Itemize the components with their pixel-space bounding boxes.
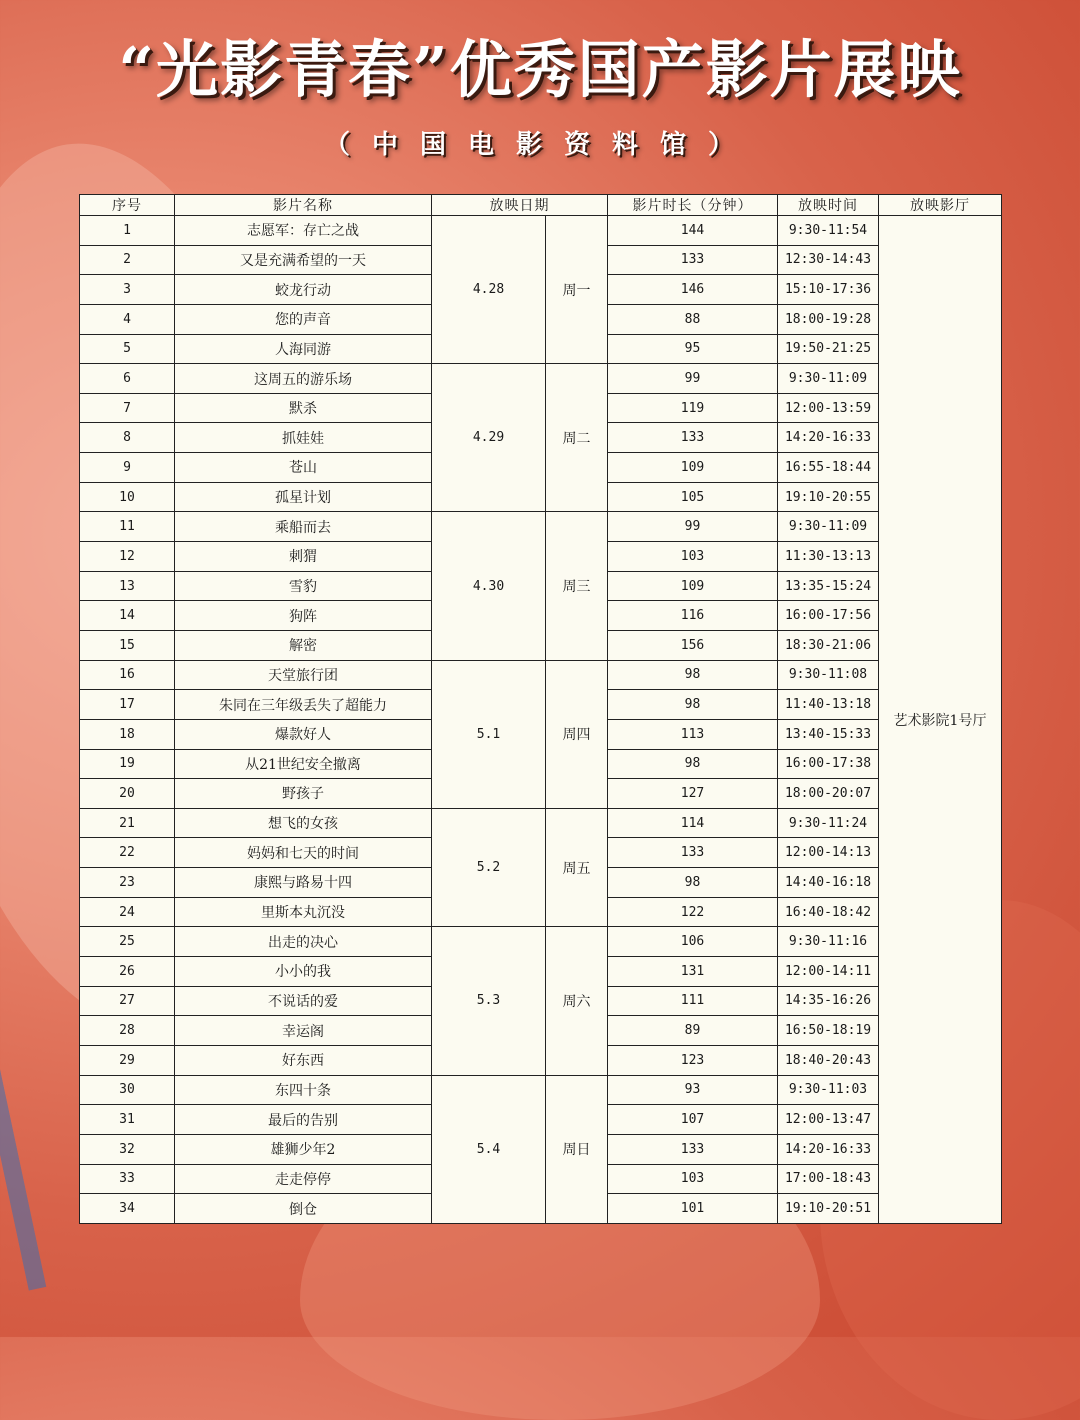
date-cell: 4.30 xyxy=(432,512,546,660)
showtime-cell: 9:30-11:08 xyxy=(778,660,879,690)
film-number-cell: 7 xyxy=(80,393,175,423)
film-number-cell: 2 xyxy=(80,245,175,275)
film-number-cell: 19 xyxy=(80,749,175,779)
showtime-cell: 9:30-11:09 xyxy=(778,512,879,542)
schedule-table xyxy=(79,194,1002,1224)
film-number-cell: 1 xyxy=(80,216,175,246)
film-number-cell: 25 xyxy=(80,927,175,957)
film-name-cell: 这周五的游乐场 xyxy=(175,364,432,394)
film-name-cell: 妈妈和七天的时间 xyxy=(175,838,432,868)
film-number-cell: 22 xyxy=(80,838,175,868)
duration-cell: 116 xyxy=(608,601,778,631)
duration-cell: 103 xyxy=(608,1164,778,1194)
schedule-table-container xyxy=(79,194,1001,1224)
film-number-cell: 17 xyxy=(80,690,175,720)
duration-cell: 101 xyxy=(608,1194,778,1224)
duration-cell: 123 xyxy=(608,1045,778,1075)
date-cell: 5.3 xyxy=(432,927,546,1075)
date-cell: 5.2 xyxy=(432,808,546,927)
duration-cell: 122 xyxy=(608,897,778,927)
film-name-cell: 孤星计划 xyxy=(175,482,432,512)
showtime-cell: 14:20-16:33 xyxy=(778,423,879,453)
showtime-cell: 9:30-11:54 xyxy=(778,216,879,246)
film-number-cell: 14 xyxy=(80,601,175,631)
duration-cell: 119 xyxy=(608,393,778,423)
film-name-cell: 天堂旅行团 xyxy=(175,660,432,690)
duration-cell: 131 xyxy=(608,957,778,987)
duration-cell: 113 xyxy=(608,719,778,749)
hall-cell: 艺术影院1号厅 xyxy=(879,216,1002,1224)
film-name-cell: 又是充满希望的一天 xyxy=(175,245,432,275)
film-name-cell: 里斯本丸沉没 xyxy=(175,897,432,927)
film-number-cell: 30 xyxy=(80,1075,175,1105)
film-name-cell: 野孩子 xyxy=(175,779,432,809)
duration-cell: 111 xyxy=(608,986,778,1016)
weekday-cell: 周日 xyxy=(546,1075,608,1223)
duration-cell: 93 xyxy=(608,1075,778,1105)
film-number-cell: 28 xyxy=(80,1016,175,1046)
showtime-cell: 9:30-11:16 xyxy=(778,927,879,957)
film-number-cell: 16 xyxy=(80,660,175,690)
duration-cell: 133 xyxy=(608,423,778,453)
column-header-time: 放映时间 xyxy=(778,195,879,216)
weekday-cell: 周五 xyxy=(546,808,608,927)
film-number-cell: 13 xyxy=(80,571,175,601)
table-row xyxy=(80,216,1002,246)
showtime-cell: 18:00-20:07 xyxy=(778,779,879,809)
duration-cell: 127 xyxy=(608,779,778,809)
showtime-cell: 14:20-16:33 xyxy=(778,1134,879,1164)
date-cell: 5.1 xyxy=(432,660,546,808)
film-name-cell: 蛟龙行动 xyxy=(175,275,432,305)
film-name-cell: 不说话的爱 xyxy=(175,986,432,1016)
column-header-hall: 放映影厅 xyxy=(879,195,1002,216)
duration-cell: 109 xyxy=(608,571,778,601)
film-number-cell: 10 xyxy=(80,482,175,512)
date-cell: 5.4 xyxy=(432,1075,546,1223)
film-name-cell: 好东西 xyxy=(175,1045,432,1075)
showtime-cell: 9:30-11:24 xyxy=(778,808,879,838)
film-number-cell: 29 xyxy=(80,1045,175,1075)
header xyxy=(0,22,1080,161)
film-name-cell: 雪豹 xyxy=(175,571,432,601)
film-number-cell: 23 xyxy=(80,868,175,898)
showtime-cell: 9:30-11:09 xyxy=(778,364,879,394)
film-number-cell: 24 xyxy=(80,897,175,927)
showtime-cell: 16:00-17:56 xyxy=(778,601,879,631)
table-row xyxy=(80,808,1002,838)
film-name-cell: 东四十条 xyxy=(175,1075,432,1105)
duration-cell: 146 xyxy=(608,275,778,305)
column-header-date: 放映日期 xyxy=(432,195,608,216)
film-number-cell: 27 xyxy=(80,986,175,1016)
showtime-cell: 19:10-20:55 xyxy=(778,482,879,512)
duration-cell: 98 xyxy=(608,690,778,720)
column-header-number: 序号 xyxy=(80,195,175,216)
table-row xyxy=(80,660,1002,690)
table-header-row xyxy=(80,195,1002,216)
duration-cell: 156 xyxy=(608,630,778,660)
showtime-cell: 16:00-17:38 xyxy=(778,749,879,779)
duration-cell: 133 xyxy=(608,1134,778,1164)
film-name-cell: 幸运阁 xyxy=(175,1016,432,1046)
duration-cell: 133 xyxy=(608,245,778,275)
film-name-cell: 小小的我 xyxy=(175,957,432,987)
film-number-cell: 18 xyxy=(80,719,175,749)
film-name-cell: 走走停停 xyxy=(175,1164,432,1194)
duration-cell: 99 xyxy=(608,364,778,394)
showtime-cell: 12:00-13:47 xyxy=(778,1105,879,1135)
duration-cell: 98 xyxy=(608,660,778,690)
film-number-cell: 3 xyxy=(80,275,175,305)
showtime-cell: 18:00-19:28 xyxy=(778,304,879,334)
film-number-cell: 4 xyxy=(80,304,175,334)
film-name-cell: 默杀 xyxy=(175,393,432,423)
film-name-cell: 您的声音 xyxy=(175,304,432,334)
weekday-cell: 周四 xyxy=(546,660,608,808)
film-name-cell: 解密 xyxy=(175,630,432,660)
film-number-cell: 26 xyxy=(80,957,175,987)
showtime-cell: 18:30-21:06 xyxy=(778,630,879,660)
date-cell: 4.29 xyxy=(432,364,546,512)
duration-cell: 144 xyxy=(608,216,778,246)
film-name-cell: 出走的决心 xyxy=(175,927,432,957)
film-number-cell: 32 xyxy=(80,1134,175,1164)
duration-cell: 105 xyxy=(608,482,778,512)
showtime-cell: 13:40-15:33 xyxy=(778,719,879,749)
showtime-cell: 19:50-21:25 xyxy=(778,334,879,364)
film-name-cell: 爆款好人 xyxy=(175,719,432,749)
table-row xyxy=(80,512,1002,542)
table-row xyxy=(80,927,1002,957)
duration-cell: 99 xyxy=(608,512,778,542)
showtime-cell: 12:00-13:59 xyxy=(778,393,879,423)
column-header-duration: 影片时长（分钟） xyxy=(608,195,778,216)
film-number-cell: 5 xyxy=(80,334,175,364)
film-name-cell: 抓娃娃 xyxy=(175,423,432,453)
showtime-cell: 12:30-14:43 xyxy=(778,245,879,275)
film-name-cell: 倒仓 xyxy=(175,1194,432,1224)
weekday-cell: 周六 xyxy=(546,927,608,1075)
showtime-cell: 11:40-13:18 xyxy=(778,690,879,720)
showtime-cell: 17:00-18:43 xyxy=(778,1164,879,1194)
film-number-cell: 15 xyxy=(80,630,175,660)
duration-cell: 95 xyxy=(608,334,778,364)
showtime-cell: 18:40-20:43 xyxy=(778,1045,879,1075)
film-number-cell: 33 xyxy=(80,1164,175,1194)
showtime-cell: 14:35-16:26 xyxy=(778,986,879,1016)
weekday-cell: 周三 xyxy=(546,512,608,660)
film-number-cell: 8 xyxy=(80,423,175,453)
duration-cell: 114 xyxy=(608,808,778,838)
film-number-cell: 12 xyxy=(80,542,175,572)
film-name-cell: 人海同游 xyxy=(175,334,432,364)
duration-cell: 98 xyxy=(608,868,778,898)
film-name-cell: 志愿军：存亡之战 xyxy=(175,216,432,246)
film-name-cell: 从21世纪安全撤离 xyxy=(175,749,432,779)
showtime-cell: 12:00-14:11 xyxy=(778,957,879,987)
film-number-cell: 9 xyxy=(80,453,175,483)
film-number-cell: 34 xyxy=(80,1194,175,1224)
film-number-cell: 11 xyxy=(80,512,175,542)
film-name-cell: 乘船而去 xyxy=(175,512,432,542)
film-name-cell: 狗阵 xyxy=(175,601,432,631)
page-title: “光影青春”优秀国产影片展映 xyxy=(118,33,962,106)
table-row xyxy=(80,364,1002,394)
duration-cell: 98 xyxy=(608,749,778,779)
duration-cell: 109 xyxy=(608,453,778,483)
showtime-cell: 13:35-15:24 xyxy=(778,571,879,601)
film-name-cell: 雄狮少年2 xyxy=(175,1134,432,1164)
film-name-cell: 苍山 xyxy=(175,453,432,483)
film-number-cell: 21 xyxy=(80,808,175,838)
duration-cell: 106 xyxy=(608,927,778,957)
showtime-cell: 11:30-13:13 xyxy=(778,542,879,572)
showtime-cell: 16:55-18:44 xyxy=(778,453,879,483)
page-subtitle: （中国电影资料馆） xyxy=(323,130,756,160)
date-cell: 4.28 xyxy=(432,216,546,364)
column-header-film-name: 影片名称 xyxy=(175,195,432,216)
table-row xyxy=(80,1075,1002,1105)
film-number-cell: 31 xyxy=(80,1105,175,1135)
showtime-cell: 16:40-18:42 xyxy=(778,897,879,927)
film-name-cell: 康熙与路易十四 xyxy=(175,868,432,898)
film-number-cell: 6 xyxy=(80,364,175,394)
duration-cell: 88 xyxy=(608,304,778,334)
weekday-cell: 周二 xyxy=(546,364,608,512)
film-name-cell: 想飞的女孩 xyxy=(175,808,432,838)
showtime-cell: 19:10-20:51 xyxy=(778,1194,879,1224)
film-number-cell: 20 xyxy=(80,779,175,809)
duration-cell: 103 xyxy=(608,542,778,572)
showtime-cell: 9:30-11:03 xyxy=(778,1075,879,1105)
film-name-cell: 朱同在三年级丢失了超能力 xyxy=(175,690,432,720)
film-name-cell: 刺猬 xyxy=(175,542,432,572)
duration-cell: 107 xyxy=(608,1105,778,1135)
showtime-cell: 15:10-17:36 xyxy=(778,275,879,305)
film-name-cell: 最后的告别 xyxy=(175,1105,432,1135)
weekday-cell: 周一 xyxy=(546,216,608,364)
duration-cell: 133 xyxy=(608,838,778,868)
showtime-cell: 16:50-18:19 xyxy=(778,1016,879,1046)
table-body xyxy=(80,216,1002,1224)
showtime-cell: 12:00-14:13 xyxy=(778,838,879,868)
duration-cell: 89 xyxy=(608,1016,778,1046)
showtime-cell: 14:40-16:18 xyxy=(778,868,879,898)
